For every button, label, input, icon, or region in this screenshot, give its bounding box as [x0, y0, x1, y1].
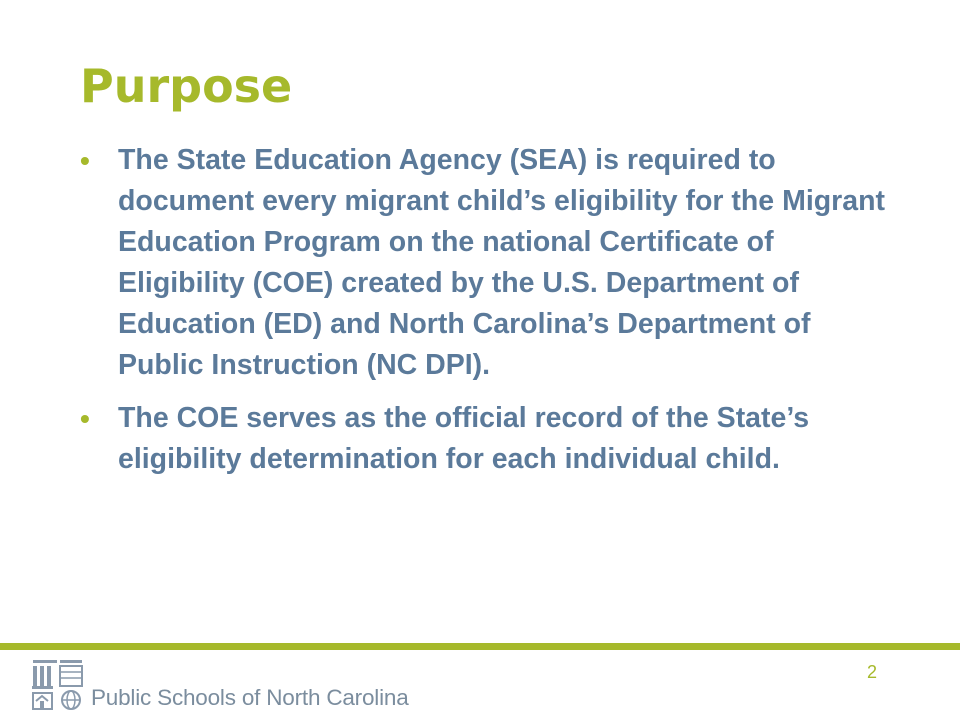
footer-divider — [0, 643, 960, 650]
slide-title: Purpose — [80, 59, 293, 113]
bullet-icon: • — [80, 145, 90, 176]
footer-organization-name: Public Schools of North Carolina — [91, 685, 409, 710]
bullet-list — [80, 140, 890, 480]
bullet-item — [80, 398, 890, 480]
bullet-text: The COE serves as the official record of the State’s eligibility determination for each individual child. — [118, 402, 810, 475]
bullet-icon: • — [80, 403, 90, 434]
bullet-text: The State Education Agency (SEA) is required to document every migrant child’s eligibility for the Migrant Education Program on the national Certificate of Eligibility (COE) created by the U.S. Department of Education (ED) and North Carolina’s Department of Public Instruction (NC DPI). — [118, 144, 885, 381]
page-number: 2 — [867, 662, 878, 682]
nc-dpi-logo-icon — [30, 657, 86, 711]
bullet-item — [80, 140, 890, 386]
